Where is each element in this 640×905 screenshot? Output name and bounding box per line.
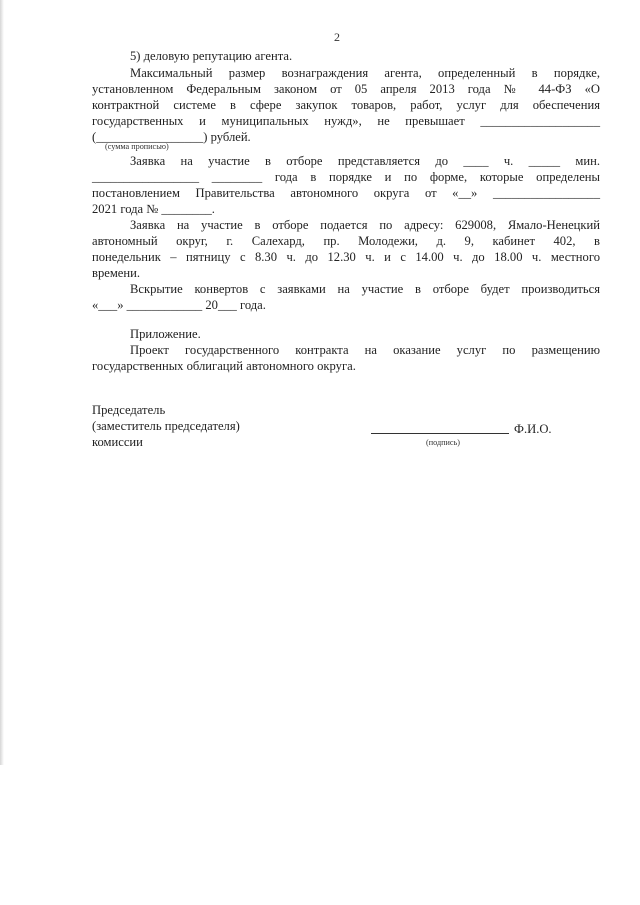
attachment-title: Приложение. [130, 327, 201, 341]
signature-role-line-2: (заместитель председателя) [92, 419, 240, 433]
deadline-line-3: постановлением Правительства автономного округа от «__» _________________ [92, 186, 600, 200]
reward-line-5: (_________________) рублей. [92, 130, 251, 144]
opening-line-1: Вскрытие конвертов с заявками на участие в отборе будет производиться [130, 282, 600, 296]
reward-line-4: государственных и муниципальных нужд», не превышает ___________________ [92, 114, 600, 128]
attachment-line-1: Проект государственного контракта на оказание услуг по размещению [130, 343, 600, 357]
signature-role-line-1: Председатель [92, 403, 166, 417]
signature-name: Ф.И.О. [514, 422, 552, 436]
opening-line-2: «___» ____________ 20___ года. [92, 298, 266, 312]
page-number: 2 [334, 30, 340, 44]
deadline-line-1: Заявка на участие в отборе представляется до ____ ч. _____ мин. [130, 154, 600, 168]
address-line-1: Заявка на участие в отборе подается по адресу: 629008, Ямало-Ненецкий [130, 218, 600, 232]
blank-area [0, 765, 640, 905]
attachment-line-2: государственных облигаций автономного округа. [92, 359, 356, 373]
signature-role-line-3: комиссии [92, 435, 143, 449]
address-line-2: автономный округ, г. Салехард, пр. Молодежи, д. 9, кабинет 402, в [92, 234, 600, 248]
address-line-3: понедельник – пятницу с 8.30 ч. до 12.30 ч. и с 14.00 ч. до 18.00 ч. местного [92, 250, 600, 264]
item-5-text: 5) деловую репутацию агента. [130, 49, 293, 63]
reward-line-3: контрактной системе в сфере закупок товаров, работ, услуг для обеспечения [92, 98, 600, 112]
reward-line-1: Максимальный размер вознаграждения агента, определенный в порядке, [130, 66, 600, 80]
amount-caption: (сумма прописью) [105, 142, 169, 151]
reward-line-2: установленном Федеральным законом от 05 апреля 2013 года № 44-ФЗ «О [92, 82, 600, 96]
address-line-4: времени. [92, 266, 141, 280]
scan-edge [0, 0, 4, 765]
deadline-line-2: _________________ ________ года в порядке и по форме, которые определены [92, 170, 600, 184]
deadline-line-4: 2021 года № ________. [92, 202, 215, 216]
signature-line [371, 433, 509, 434]
signature-caption: (подпись) [426, 438, 460, 447]
